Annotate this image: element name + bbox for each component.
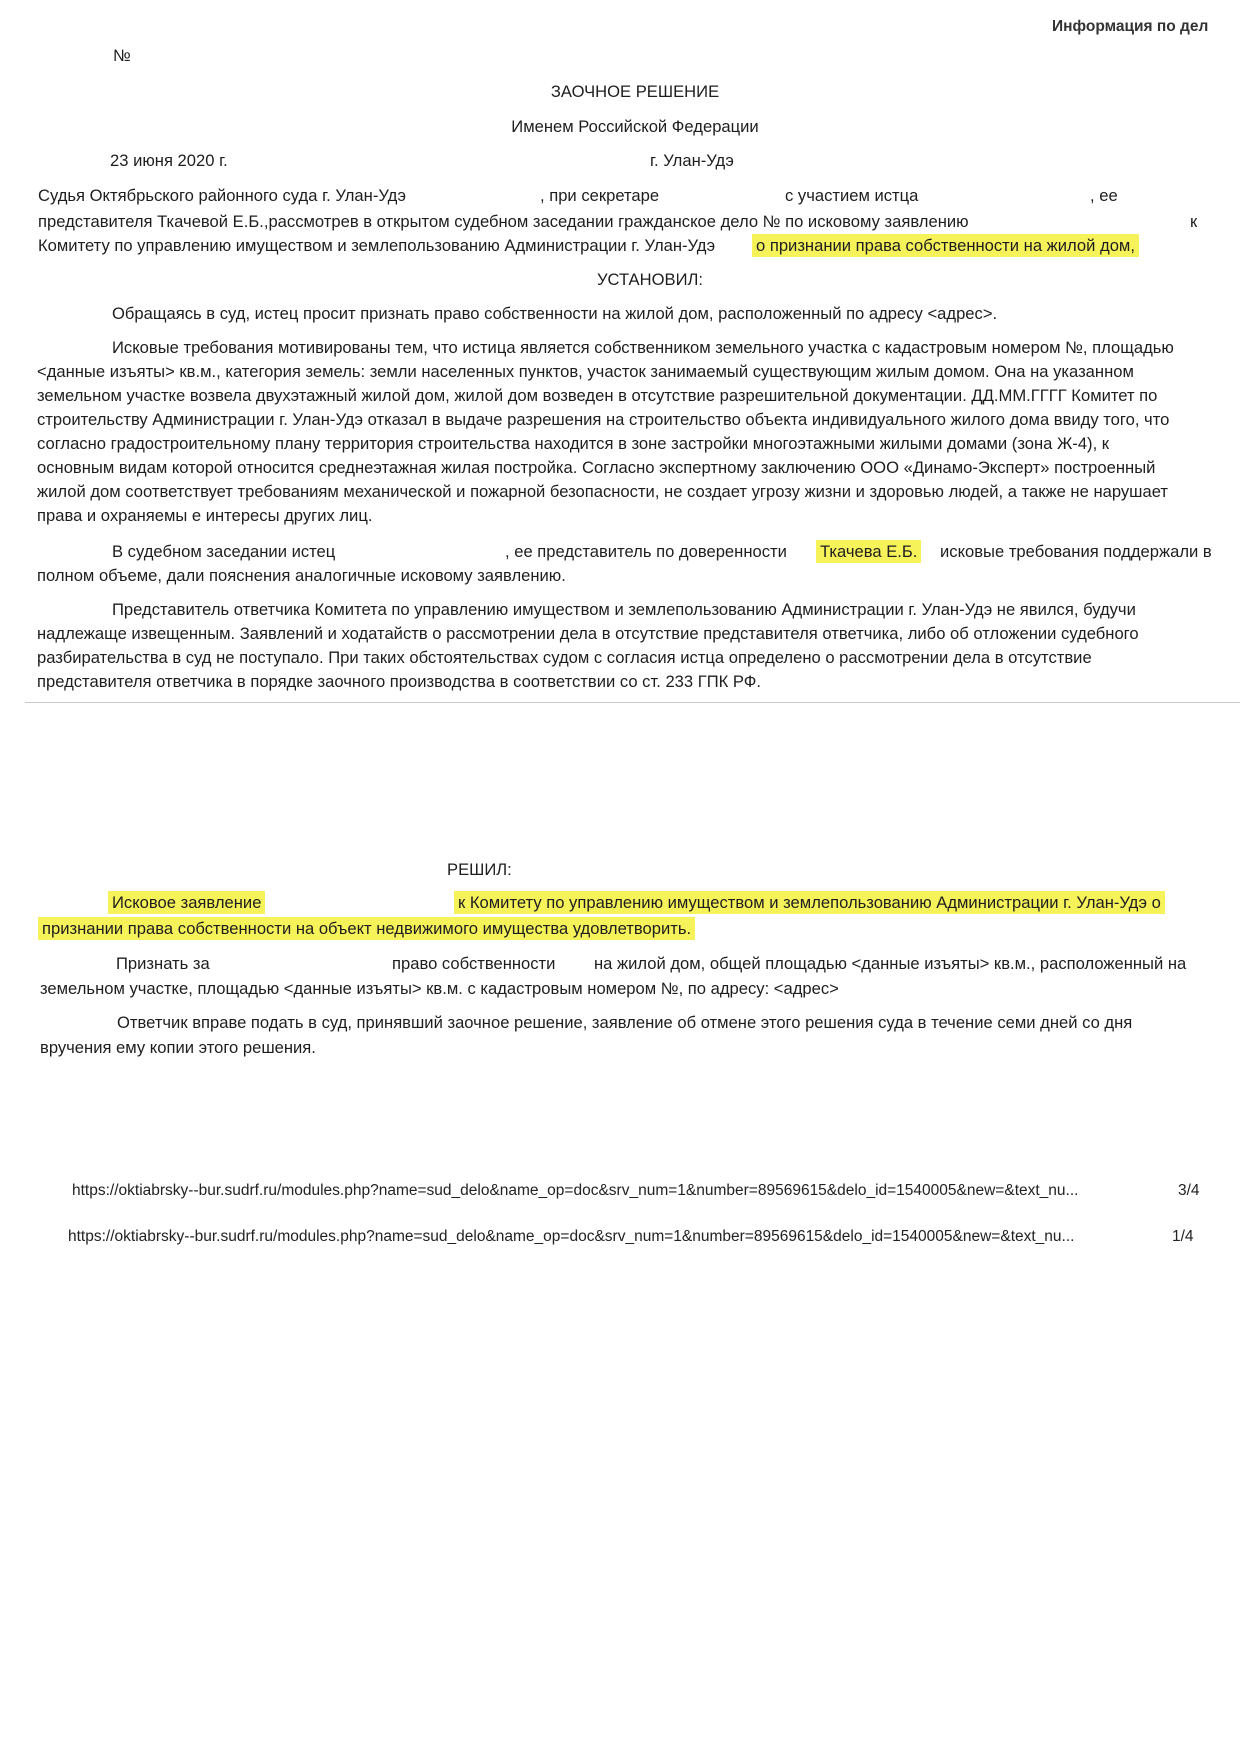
page-header-right: Информация по дел <box>1052 18 1209 35</box>
intro-line-3-highlight: о признании права собственности на жилой дом, <box>752 236 1139 256</box>
resolution-2-a: Признать за <box>116 954 210 973</box>
document-subtitle: Именем Российской Федерации <box>511 117 759 136</box>
footer-url-2: https://oktiabrsky--bur.sudrf.ru/modules.php?name=sud_delo&name_op=doc&srv_num=1&number=89569615&delo_id=1540005&new=&text_nu... <box>68 1228 1075 1245</box>
paragraph-3-c: исковые требования поддержали в <box>940 542 1212 561</box>
document-title: ЗАОЧНОЕ РЕШЕНИЕ <box>550 82 720 101</box>
case-number-sign: № <box>113 46 131 65</box>
paragraph-3-highlight: Ткачева Е.Б. <box>816 542 921 562</box>
paragraph-4-line-4: представителя ответчика в порядке заочного производства в соответствии со ст. 233 ГПК РФ. <box>37 672 762 691</box>
intro-line-2-end: к <box>1190 212 1198 231</box>
paragraph-2-line-2: <данные изъяты> кв.м., категория земель: земли населенных пунктов, участок занимаемый существующим жилым домом. Она на указанном <box>37 362 1134 381</box>
heading-ustanovil: УСТАНОВИЛ: <box>596 270 703 289</box>
paragraph-4-line-3: разбирательства в суд не поступало. При таких обстоятельствах судом с согласия истца определено о рассмотрении дела в отсутствие <box>37 648 1092 667</box>
resolution-2-c: на жилой дом, общей площадью <данные изъяты> кв.м., расположенный на <box>594 954 1187 973</box>
resolution-3-line-2: вручения ему копии этого решения. <box>40 1038 316 1057</box>
footer-page-2: 1/4 <box>1172 1228 1194 1245</box>
intro-line-3: Комитету по управлению имуществом и землепользованию Администрации г. Улан-Удэ <box>38 236 716 255</box>
resolution-1-highlight-c: признании права собственности на объект недвижимого имущества удовлетворить. <box>38 919 695 939</box>
resolution-3-line-1: Ответчик вправе подать в суд, принявший заочное решение, заявление об отмене этого решения суда в течение семи дней со дня <box>117 1013 1133 1032</box>
resolution-1-highlight-a: Исковое заявление <box>108 893 265 913</box>
intro-line-1c: с участием истца <box>785 186 919 205</box>
paragraph-2-line-4: строительству Администрации г. Улан-Удэ отказал в выдаче разрешения на строительство объекта индивидуального жилого дома ввиду того, что <box>37 410 1170 429</box>
resolution-2-b: право собственности <box>392 954 556 973</box>
paragraph-3-b: , ее представитель по доверенности <box>505 542 787 561</box>
paragraph-1: Обращаясь в суд, истец просит признать право собственности на жилой дом, расположенный по адресу <адрес>. <box>112 304 998 323</box>
paragraph-2-line-5: согласно градостроительному плану территория строительства находится в зоне застройки многоэтажными жилыми домами (зона Ж-4), к <box>37 434 1110 453</box>
paragraph-3-line-2: полном объеме, дали пояснения аналогичные исковому заявлению. <box>37 566 566 585</box>
document-city: г. Улан-Удэ <box>650 151 734 170</box>
intro-line-1b: , при секретаре <box>540 186 660 205</box>
intro-line-2: представителя Ткачевой Е.Б.,рассмотрев в открытом судебном заседании гражданское дело № по исковому заявлению <box>38 212 969 231</box>
document-date: 23 июня 2020 г. <box>110 151 228 170</box>
paragraph-4-line-1: Представитель ответчика Комитета по управлению имуществом и землепользованию Администрации г. Улан-Удэ не явился, будучи <box>112 600 1136 619</box>
paragraph-4-line-2: надлежаще извещенным. Заявлений и ходатайств о рассмотрении дела в отсутствие представителя ответчика, либо об отложении судебного <box>37 624 1139 643</box>
resolution-2-line-2: земельном участке, площадью <данные изъяты> кв.м. с кадастровым номером №, по адресу: <адрес> <box>40 979 839 998</box>
paragraph-2-line-8: права и охраняемы е интересы других лиц. <box>37 506 373 525</box>
paragraph-2-line-6: основным видам которой относится среднеэтажная жилая постройка. Согласно экспертному заключению ООО «Динамо-Эксперт» построенный <box>37 458 1156 477</box>
resolution-1-highlight-b: к Комитету по управлению имуществом и землепользованию Администрации г. Улан-Удэ о <box>454 893 1165 913</box>
paragraph-2-line-7: жилой дом соответствует требованиям механической и пожарной безопасности, не создает угрозу жизни и здоровью людей, а также не нарушает <box>37 482 1168 501</box>
intro-line-1a: Судья Октябрьского районного суда г. Улан-Удэ <box>38 186 406 205</box>
footer-page-1: 3/4 <box>1178 1182 1200 1199</box>
paragraph-2-line-3: земельном участке возвела двухэтажный жилой дом, жилой дом возведен в отсутствие разрешительной документации. ДД.ММ.ГГГГ Комитет по <box>37 386 1158 405</box>
paragraph-2-line-1: Исковые требования мотивированы тем, что истица является собственником земельного участка с кадастровым номером №, площадью <box>112 338 1174 357</box>
heading-reshil: РЕШИЛ: <box>447 860 512 879</box>
footer-url-1: https://oktiabrsky--bur.sudrf.ru/modules.php?name=sud_delo&name_op=doc&srv_num=1&number=89569615&delo_id=1540005&new=&text_nu... <box>72 1182 1079 1199</box>
intro-line-1d: , ее <box>1090 186 1118 205</box>
paragraph-3-a: В судебном заседании истец <box>112 542 336 561</box>
